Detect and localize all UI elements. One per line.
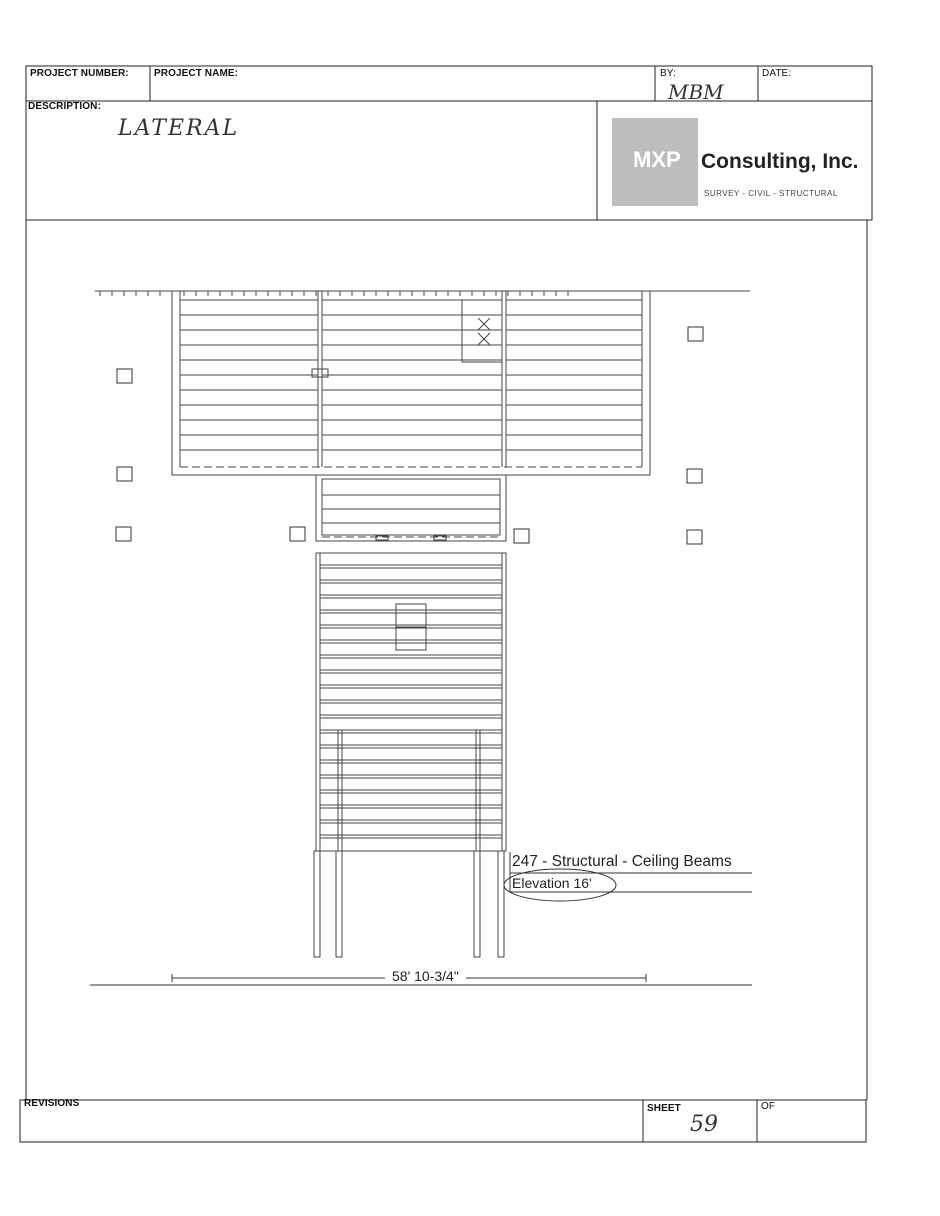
project-name-label: PROJECT NAME: xyxy=(154,68,239,79)
company-tagline: SURVEY - CIVIL - STRUCTURAL xyxy=(704,189,838,198)
elevation-label: Elevation 16' xyxy=(512,875,592,891)
date-label: DATE: xyxy=(762,68,792,79)
view-title: 247 - Structural - Ceiling Beams xyxy=(512,853,732,870)
upper-wing-framing xyxy=(172,291,650,475)
top-reference-line xyxy=(95,291,750,296)
dimension-text: 58' 10-3/4" xyxy=(392,968,459,984)
of-label: OF xyxy=(761,1101,776,1112)
description-label: DESCRIPTION: xyxy=(28,101,101,112)
by-initials: MBM xyxy=(668,80,724,104)
company-logo-mark: MXP xyxy=(633,147,681,172)
sheet-label: SHEET xyxy=(647,1103,681,1114)
sheet-number: 59 xyxy=(690,1112,718,1137)
revisions-label: REVISIONS xyxy=(24,1098,80,1109)
footer-frame xyxy=(20,1100,866,1142)
description-handwritten: LATERAL xyxy=(118,116,240,141)
by-label: BY: xyxy=(660,68,676,79)
project-number-label: PROJECT NUMBER: xyxy=(30,68,129,79)
company-name: Consulting, Inc. xyxy=(701,150,859,173)
middle-section-framing xyxy=(316,475,506,541)
lower-section-framing xyxy=(314,553,506,957)
